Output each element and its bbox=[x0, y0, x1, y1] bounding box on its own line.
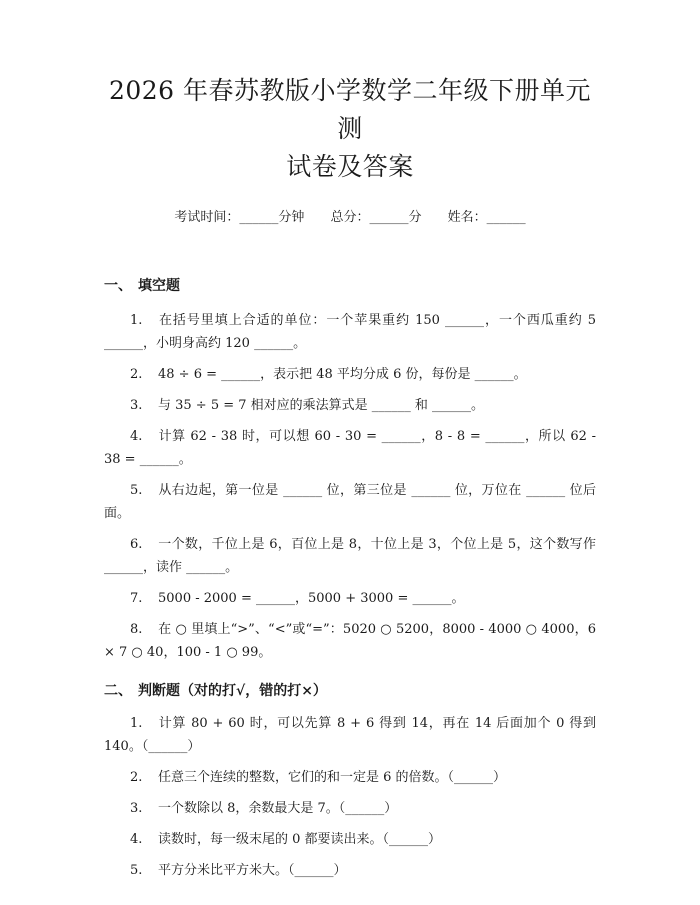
question-item bbox=[104, 533, 596, 579]
question-number: 5. bbox=[130, 863, 143, 878]
title-line-1: 2026 年春苏教版小学数学二年级下册单元测 bbox=[108, 76, 592, 143]
question-item bbox=[104, 766, 596, 789]
question-text: 5000 - 2000 = ______，5000 + 3000 = ______。 bbox=[158, 591, 465, 606]
question-number: 8. bbox=[130, 622, 143, 637]
question-item bbox=[104, 394, 596, 417]
section-number: 二、 bbox=[104, 683, 132, 699]
fill-blank-list bbox=[104, 309, 596, 664]
title-line-2: 试卷及答案 bbox=[286, 152, 414, 181]
question-text: 在 ○ 里填上“>”、“<”或“=”：5020 ○ 5200，8000 - 4000 ○ 4000，6 × 7 ○ 40，100 - 1 ○ 99。 bbox=[104, 622, 596, 660]
question-text: 任意三个连续的整数，它们的和一定是 6 的倍数。（______） bbox=[158, 770, 507, 785]
question-number: 1. bbox=[130, 313, 143, 328]
question-item bbox=[104, 425, 596, 471]
section-title: 判断题（对的打√，错的打×） bbox=[138, 683, 327, 699]
question-text: 48 ÷ 6 = ______，表示把 48 平均分成 6 份，每份是 ______。 bbox=[158, 367, 527, 382]
section-heading-fill-blanks bbox=[104, 275, 596, 295]
question-number: 4. bbox=[130, 429, 143, 444]
question-number: 5. bbox=[130, 483, 143, 498]
question-text: 一个数除以 8，余数最大是 7。（______） bbox=[158, 801, 398, 816]
question-text: 一个数，千位上是 6，百位上是 8，十位上是 3，个位上是 5，这个数写作 ______，读作 ______。 bbox=[104, 537, 596, 575]
question-item bbox=[104, 618, 596, 664]
section-title: 填空题 bbox=[138, 278, 180, 294]
question-item bbox=[104, 479, 596, 525]
question-number: 2. bbox=[130, 367, 143, 382]
question-text: 与 35 ÷ 5 = 7 相对应的乘法算式是 ______ 和 ______。 bbox=[158, 398, 485, 413]
question-item bbox=[104, 363, 596, 386]
question-number: 4. bbox=[130, 832, 143, 847]
question-text: 从右边起，第一位是 ______ 位，第三位是 ______ 位，万位在 ______ 位后面。 bbox=[104, 483, 596, 521]
question-text: 平方分米比平方米大。（______） bbox=[158, 863, 347, 878]
question-item bbox=[104, 712, 596, 758]
question-number: 3. bbox=[130, 398, 143, 413]
student-name-field: 姓名：______ bbox=[447, 210, 526, 225]
question-item bbox=[104, 828, 596, 851]
exam-info bbox=[104, 206, 596, 225]
question-number: 2. bbox=[130, 770, 143, 785]
document-title bbox=[104, 72, 596, 186]
question-number: 3. bbox=[130, 801, 143, 816]
question-text: 读数时，每一级末尾的 0 都要读出来。（______） bbox=[158, 832, 442, 847]
question-number: 1. bbox=[130, 716, 143, 731]
section-number: 一、 bbox=[104, 278, 132, 294]
question-text: 在括号里填上合适的单位：一个苹果重约 150 ______，一个西瓜重约 5 ______，小明身高约 120 ______。 bbox=[104, 313, 596, 351]
question-item bbox=[104, 587, 596, 610]
section-heading-true-false bbox=[104, 680, 596, 700]
question-text: 计算 62 - 38 时，可以想 60 - 30 = ______，8 - 8 = ______，所以 62 - 38 = ______。 bbox=[104, 429, 596, 467]
question-item bbox=[104, 859, 596, 882]
exam-score: 总分：______分 bbox=[330, 210, 422, 225]
question-item bbox=[104, 797, 596, 820]
question-item bbox=[104, 309, 596, 355]
question-text: 计算 80 + 60 时，可以先算 8 + 6 得到 14，再在 14 后面加个 0 得到 140。（______） bbox=[104, 716, 596, 754]
question-number: 6. bbox=[130, 537, 143, 552]
true-false-list bbox=[104, 712, 596, 882]
question-number: 7. bbox=[130, 591, 143, 606]
exam-time: 考试时间：______分钟 bbox=[174, 210, 305, 225]
